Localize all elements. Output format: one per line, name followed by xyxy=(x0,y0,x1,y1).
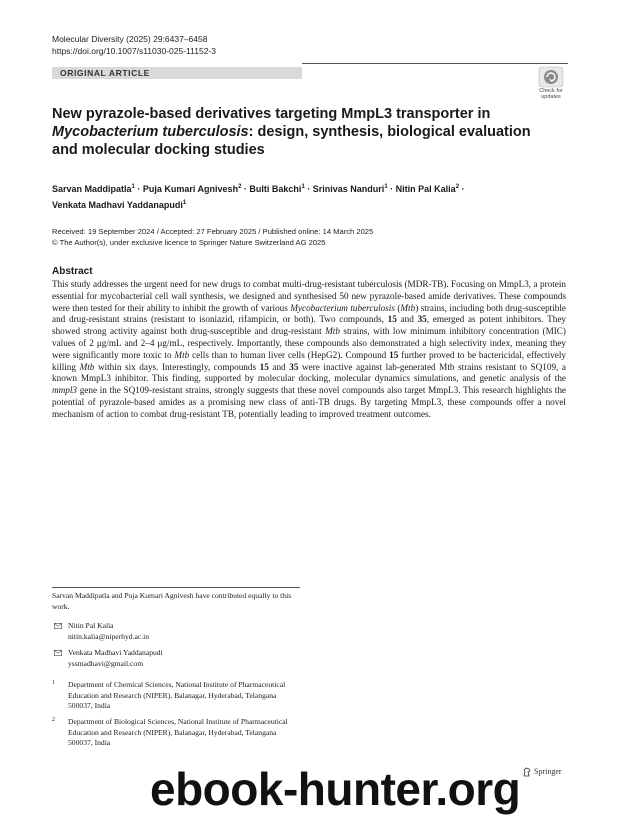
footnote-rule xyxy=(52,587,300,588)
abstract-segment: Mycobacterium tuberculosis xyxy=(290,302,395,313)
author-affiliation-mark: 1 xyxy=(182,199,187,206)
abstract-segment: 35 xyxy=(417,314,427,325)
envelope-icon xyxy=(54,623,62,629)
springer-horse-icon xyxy=(522,767,532,777)
author-name: Venkata Madhavi Yaddanapudi xyxy=(52,199,183,210)
abstract-segment: , emerged as potent inhibitors. They showed strong activity against both drug-susceptible and drug-resistant xyxy=(52,314,566,337)
check-updates-label-2: updates xyxy=(541,94,561,100)
abstract-segment: strains, with low minimum inhibitory concentration (MIC) values of 2 μg/mL and 2–4 μg/mL, respectively. Importantly, these compounds also demonstrated a high selectivity index, meaning they were significantly more toxic to xyxy=(52,326,566,360)
author-affiliation-mark: 1 xyxy=(384,184,388,190)
author-list: Sarvan Maddipatla$^1$ · Puja Kumari Agnivesh$^2$ · Bulti Bakchi$^1$ · Srinivas Nanduri$^1$ · Nitin Pal Kalia$^2$ · Venkata Madhavi Yaddanapudi$^1$ xyxy=(52,184,465,210)
author-name: Bulti Bakchi xyxy=(249,184,302,194)
author[interactable] xyxy=(249,184,304,194)
affiliation-number: 2 xyxy=(52,717,55,723)
author-name: Nitin Pal Kalia xyxy=(395,184,456,194)
watermark: ebook-hunter.org xyxy=(150,763,521,815)
abstract-segment: Mtb xyxy=(325,326,340,337)
abstract-segment: were inactive against lab-generated Mtb strains resistant to SQ109, a known MmpL3 inhibitor. This finding, supported by molecular docking, molecular dynamics simulations, and genetic analysis of the xyxy=(52,361,566,384)
envelope-icon xyxy=(54,650,62,656)
journal-citation: Molecular Diversity (2025) 29:6437–6458 xyxy=(52,34,208,44)
correspondence-email[interactable]: nitin.kalia@niperhyd.ac.in xyxy=(68,631,150,641)
check-updates-icon xyxy=(538,66,564,88)
affiliation-text: Department of Chemical Sciences, National Institute of Pharmaceutical Education and Research (NIPER), Balanagar, Hyderabad, Telangana 500037, India xyxy=(68,680,286,710)
author-affiliation-mark: 2 xyxy=(455,184,460,190)
affiliation-text: Department of Biological Sciences, National Institute of Pharmaceutical Education and Research (NIPER), Balanagar, Hyderabad, Telangana 500037, India xyxy=(68,717,288,747)
abstract-segment: Mtb xyxy=(79,361,95,372)
abstract-segment: 15 xyxy=(259,361,269,372)
abstract-segment: and xyxy=(268,361,290,372)
correspondence-name: Nitin Pal Kalia xyxy=(68,621,114,630)
history-dates: Received: 19 September 2024 / Accepted: 27 February 2025 / Published online: 14 March 2025 xyxy=(52,227,374,236)
abstract-segment: mmpl3 xyxy=(52,385,78,396)
author-affiliation-mark: 1 xyxy=(131,184,135,190)
doi-link[interactable]: https://doi.org/10.1007/s11030-025-11152-3 xyxy=(52,46,216,56)
abstract-segment: 35 xyxy=(289,361,299,372)
abstract-segment: 15 xyxy=(389,349,399,360)
title-part-1: New pyrazole-based derivatives targeting MmpL3 transporter in xyxy=(52,106,491,122)
check-for-updates-badge[interactable] xyxy=(536,66,566,100)
author[interactable] xyxy=(52,200,186,210)
author[interactable] xyxy=(313,184,388,194)
author-name: Puja Kumari Agnivesh xyxy=(142,184,239,194)
abstract-segment: ) strains, including both drug-susceptible and drug-resistant strains (resistant to isoniazid, rifampicin, or both). Two compounds, xyxy=(52,302,567,325)
abstract-segment: further proved to be bactericidal, effectively killing xyxy=(52,349,566,372)
copyright-line: © The Author(s), under exclusive licence to Springer Nature Switzerland AG 2025 xyxy=(52,238,326,247)
title-italic: Mycobacterium tuberculosis xyxy=(52,124,249,140)
abstract-heading: Abstract xyxy=(52,266,93,277)
article-title xyxy=(52,105,552,159)
abstract-segment: ( xyxy=(394,302,401,313)
abstract-segment: gene in the SQ109-resistant strains, strongly suggests that these novel compounds also target MmpL3. This research highlights the potential of pyrazole-based amides as a promising new class of anti-TB drugs. By targeting MmpL3, these compounds offer a novel mechanism of action to combat drug-resistant TB, potentially leading to improved treatment outcomes. xyxy=(52,385,566,419)
abstract-segment: Mtb xyxy=(400,302,416,313)
author[interactable] xyxy=(396,184,459,194)
publisher-mark xyxy=(522,767,562,777)
contribution-note: Sarvan Maddipatla and Puja Kumari Agnivesh have contributed equally to this work. xyxy=(52,591,292,611)
author[interactable] xyxy=(52,184,135,194)
check-updates-label-1: Check for xyxy=(539,88,563,94)
title-part-2: : design, synthesis, biological evaluation and molecular docking studies xyxy=(52,124,531,158)
article-history xyxy=(52,226,572,248)
author-name: Sarvan Maddipatla xyxy=(52,184,132,194)
author-affiliation-mark: 1 xyxy=(301,184,305,190)
article-type-label: ORIGINAL ARTICLE xyxy=(60,68,150,78)
abstract-segment: Mtb xyxy=(174,349,190,360)
abstract-segment: within six days. Interestingly, compounds xyxy=(94,361,260,372)
correspondence-name: Venkata Madhavi Yaddanapudi xyxy=(68,648,163,657)
abstract-segment: and xyxy=(396,314,418,325)
correspondence-email[interactable]: yssmadhavi@gmail.com xyxy=(68,658,144,668)
publisher-name: Springer xyxy=(534,767,562,776)
journal-info xyxy=(52,33,216,57)
affiliation-number: 1 xyxy=(52,680,55,686)
author-affiliation-mark: 2 xyxy=(238,184,242,190)
abstract-body xyxy=(52,279,566,421)
abstract-segment: 15 xyxy=(387,314,397,325)
author-name: Srinivas Nanduri xyxy=(312,184,385,194)
header-rule xyxy=(302,63,568,64)
author[interactable] xyxy=(143,184,242,194)
abstract-segment: cells than to human liver cells (HepG2). Compound xyxy=(189,349,390,360)
abstract-segment: This study addresses the urgent need for new drugs to combat multi-drug-resistant tuberculosis (MDR-TB). Focusing on MmpL3, a protein essential for mycobacterial cell wall synthesis, we designed and synthesised 50 new pyrazole-based amide derivatives. These compounds were then tested for their ability to inhibit the growth of various xyxy=(52,279,566,313)
